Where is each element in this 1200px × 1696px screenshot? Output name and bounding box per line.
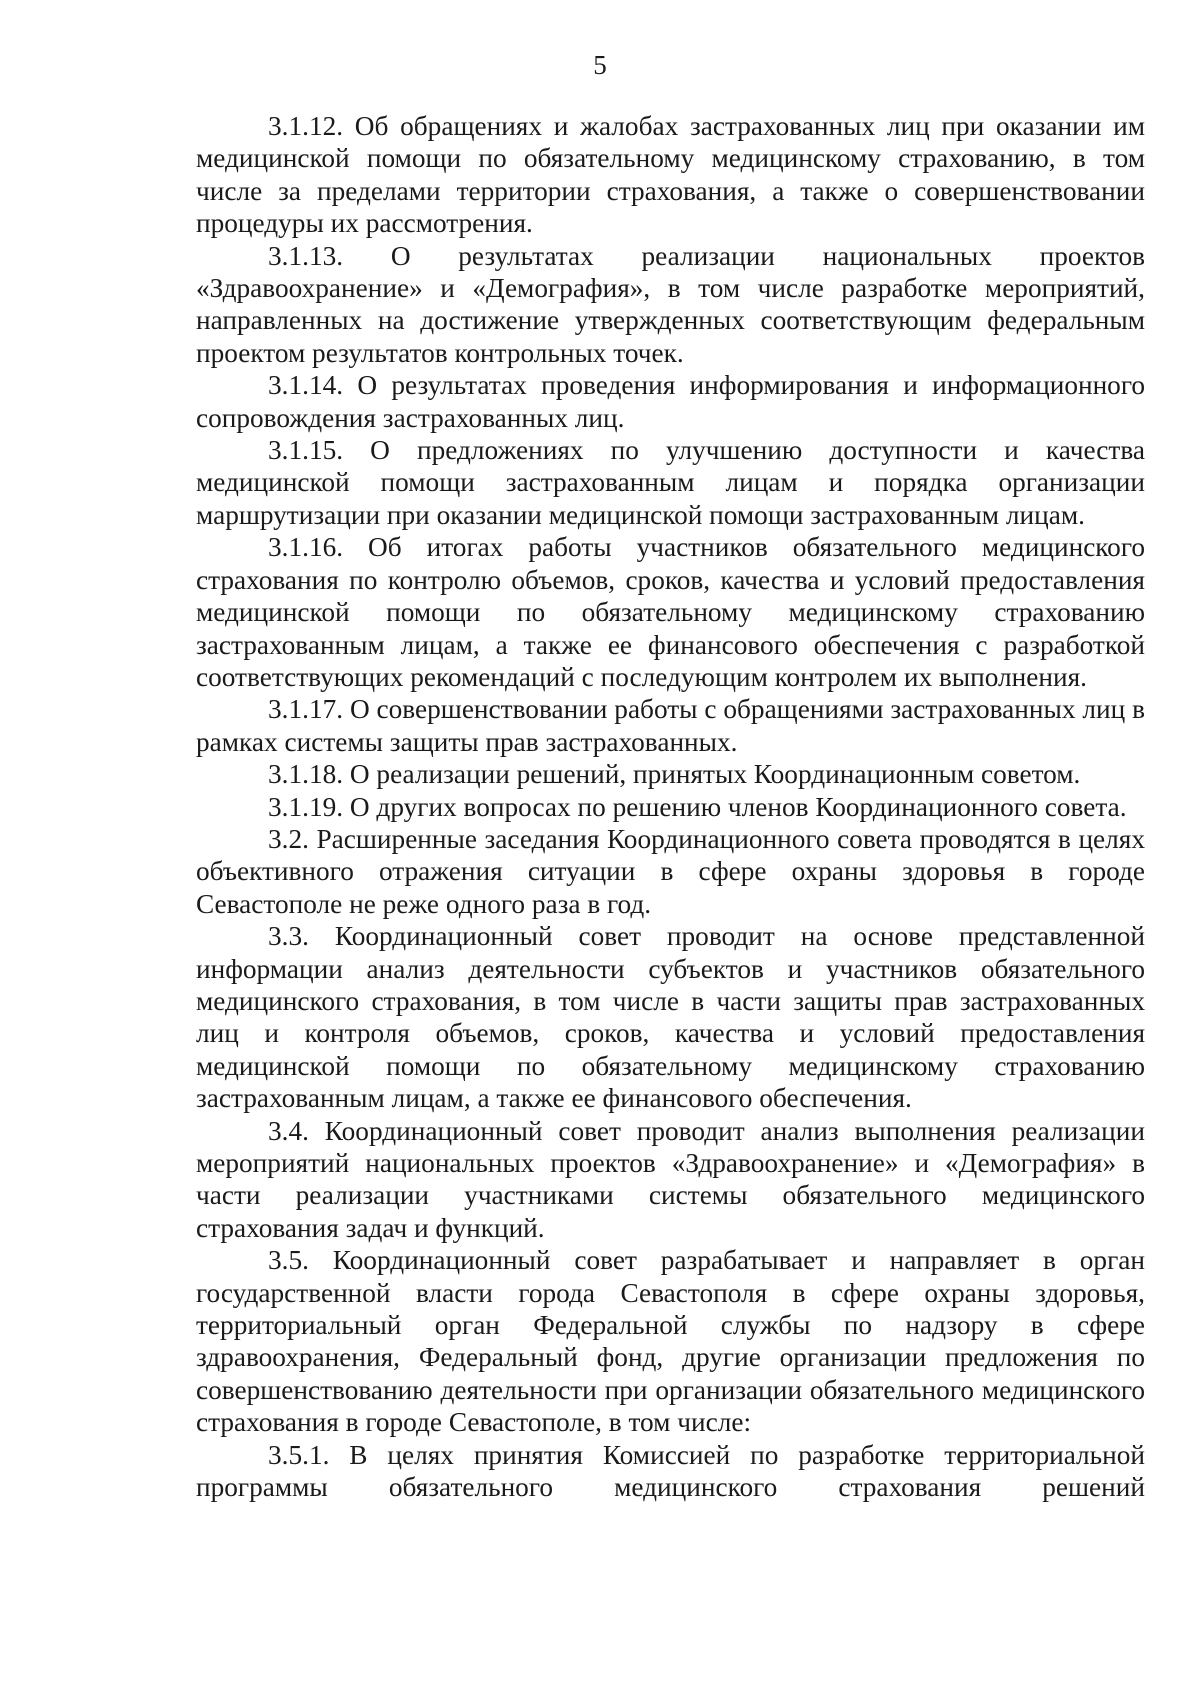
paragraph-3-1-19: 3.1.19. О других вопросах по решению членов Координационного совета. [268, 791, 1127, 822]
paragraph-3-1-14: 3.1.14. О результатах проведения информирования и информационного сопровождения застрахованных лиц. [196, 370, 1145, 433]
paragraph-3-1-12: 3.1.12. Об обращениях и жалобах застрахованных лиц при оказании им медицинской помощи по обязательному медицинскому страхованию, в том числе за пределами территории страхования, а также о совершенствовании процедуры их рассмотрения. [196, 111, 1145, 239]
paragraph-3-1-13: 3.1.13. О результатах реализации национальных проектов «Здравоохранение» и «Демография», в том числе разработке мероприятий, направленных на достижение утвержденных соответствующим федеральным проектом результатов контрольных точек. [196, 240, 1145, 368]
paragraph-3-1-16: 3.1.16. Об итогах работы участников обязательного медицинского страхования по контролю объемов, сроков, качества и условий предоставления медицинской помощи по обязательному медицинскому страхованию застрахованным лицам, а также ее финансового обеспечения с разработкой соответствующих рекомендаций с последующим контролем их выполнения. [196, 532, 1145, 692]
page-number: 5 [593, 50, 607, 80]
paragraph-3-1-17: 3.1.17. О совершенствовании работы с обращениями застрахованных лиц в рамках системы защиты прав застрахованных. [196, 694, 1145, 757]
paragraph-3-3: 3.3. Координационный совет проводит на основе представленной информации анализ деятельности субъектов и участников обязательного медицинского страхования, в том числе в части защиты прав застрахованных лиц и контроля объемов, сроков, качества и условий предоставления медицинской помощи по обязательному медицинскому страхованию застрахованным лицам, а также ее финансового обеспечения. [196, 921, 1145, 1114]
paragraph-3-1-15: 3.1.15. О предложениях по улучшению доступности и качества медицинской помощи застрахованным лицам и порядка организации маршрутизации при оказании медицинской помощи застрахованным лицам. [196, 435, 1145, 530]
paragraph-3-1-18: 3.1.18. О реализации решений, принятых Координационным советом. [268, 759, 1081, 790]
paragraph-3-5: 3.5. Координационный совет разрабатывает и направляет в орган государственной власти города Севастополя в сфере охраны здоровья, территориальный орган Федеральной службы по надзору в сфере здравоохранения, Федеральный фонд, другие организации предложения по совершенствованию деятельности при организации обязательного медицинского страхования в городе Севастополе, в том числе: [196, 1245, 1145, 1438]
paragraph-3-5-1: 3.5.1. В целях принятия Комиссией по разработке территориальной программы обязательного медицинского страхования решений [196, 1439, 1145, 1503]
paragraph-3-4: 3.4. Координационный совет проводит анализ выполнения реализации мероприятий национальных проектов «Здравоохранение» и «Демография» в части реализации участниками системы обязательного медицинского страхования задач и функций. [196, 1115, 1145, 1243]
document-body [196, 110, 1145, 1503]
paragraph-3-2: 3.2. Расширенные заседания Координационного совета проводятся в целях объективного отражения ситуации в сфере охраны здоровья в городе Севастополе не реже одного раза в год. [196, 823, 1145, 919]
